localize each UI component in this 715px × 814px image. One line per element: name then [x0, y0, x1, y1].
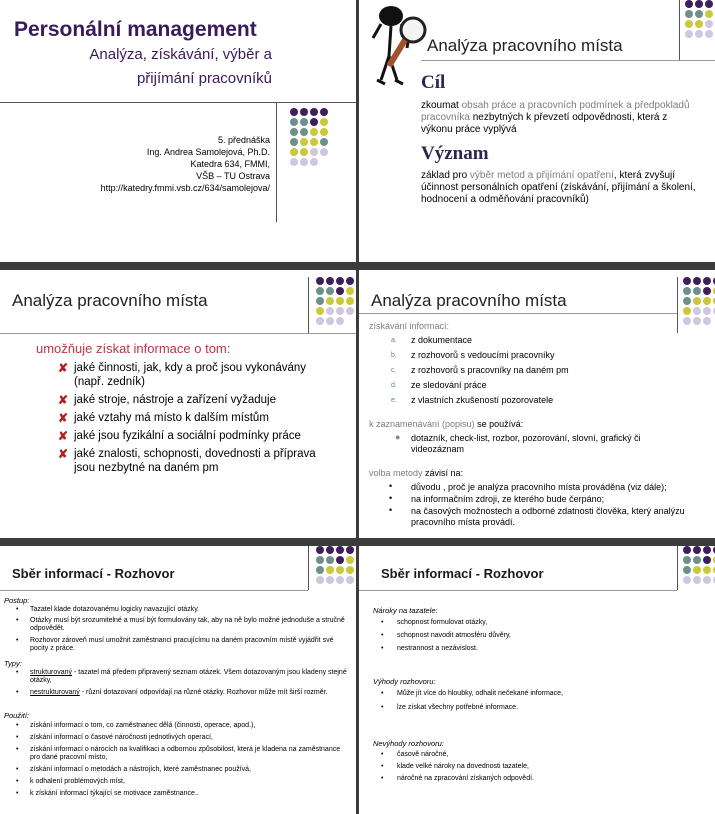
slide-heading: Analýza pracovního místa — [427, 36, 623, 55]
slide-analyza-informace — [0, 271, 356, 538]
list-item: nestrannost a nezávislost. — [397, 645, 478, 652]
list-item: náročné na zpracování získaných odpovědí. — [397, 775, 534, 782]
bullet-icon: • — [389, 493, 393, 503]
slide-subtitle-line1: Analýza, získávání, výběr a — [89, 46, 272, 63]
lecture-info — [101, 134, 270, 194]
list-item: Rozhovor zároveň musí umožnit zaměstnanci pracujícímu na daném pracovním místě vyjádřit své pocity z práce. — [30, 637, 334, 652]
list-item: ✘ jaké vztahy má místo k dalším místům — [58, 411, 269, 425]
department: Katedra 634, FMMI, — [190, 159, 270, 169]
info-list — [58, 361, 338, 479]
title-vertical-rule — [276, 102, 277, 222]
header-rule — [0, 333, 356, 334]
list-item: na časových možnostech a odborné zdatnosti člověka, který analýzu pracovního místa provádí. — [411, 506, 685, 527]
x-bullet-icon: ✘ — [58, 447, 69, 461]
list-item: ✘ jaké stroje, nástroje a zařízení vyžaduje — [58, 393, 276, 407]
list-letter: c. — [391, 367, 397, 374]
slide-rozhovor-naroky: Sběr informací - Rozhovor Nároky na tazatele: • schopnost formulovat otázky, • schopnost navodit atmosféru důvěry, • nestrannost a nezávislost. Výhody rozhovoru: • Může jít více do hloubky, odhalit nečekané informace, • lze získat všechny potřebné informace. Nevýhody rozhovoru: • časově náročné, • klade velké nároky na dovednosti tazatele, • náročné na zpracování získaných odpovědí. — [359, 546, 715, 814]
header-vertical-rule — [677, 277, 678, 333]
slide-title-heading: Personální management — [14, 18, 257, 41]
header-vertical-rule — [677, 546, 678, 590]
slide-rozhovor-postup: Sběr informací - Rozhovor Postup: • Tazatel klade dotazovanému logicky navazující otázky. • Otázky musí být srozumitelné a musí být formulovány tak, aby na ně bylo možné jednoduše a stručně odpovědět. • Rozhovor zároveň musí umožnit zaměstnanci pracujícímu na daném pracovním místě vyjádřit své pocity z práce. Typy: • strukturovaný - tazatel má předem připravený seznam otázek. Všem dotazovaným jsou kladeny stejné otázky, • nestrukturovaný - různí dotazovaní odpovídají na různé otázky. Rozhovor může mít širší rozměr. Použití: • získání informací o tom, co zaměstnanec dělá (činnosti, operace, apod.), • získání informací o časové náročnosti jednotlivých operací, • získání informací o nárocích na kvalifikaci a odbornou způsobilost, která je kladena na zaměstnance pro dané pracovní místo, • získání informací o metodách a nástrojích, které zaměstnanec používá, • k odhalení problémových míst, • k získání informací týkající se motivace zaměstnance.. — [0, 546, 356, 814]
bullet-icon: ● — [395, 432, 401, 442]
list-item: z vlastních zkušeností pozorovatele — [411, 395, 554, 405]
dot-pattern — [290, 108, 328, 166]
list-item: k odhalení problémových míst, — [30, 778, 125, 785]
list-item: k získání informací týkající se motivace zaměstnance.. — [30, 790, 199, 797]
list-item: nestrukturovaný - různí dotazovaní odpovídají na různé otázky. Rozhovor může mít širší rozměr. — [30, 689, 328, 696]
header-vertical-rule — [308, 546, 309, 590]
header-rule — [421, 60, 715, 61]
dot-pattern — [683, 546, 715, 584]
x-bullet-icon: ✘ — [58, 429, 69, 443]
list-item: ze sledování práce — [411, 380, 487, 390]
x-bullet-icon: ✘ — [58, 361, 69, 375]
dot-pattern — [685, 0, 715, 38]
list-letter: b. — [391, 352, 397, 359]
list-item: z rozhovorů s vedoucími pracovníky — [411, 350, 555, 360]
list-item: z rozhovorů s pracovníky na daném pm — [411, 365, 569, 375]
pouziti-label: Použití: — [4, 711, 30, 720]
list-item: získání informací o tom, co zaměstnanec dělá (činnosti, operace, apod.), — [30, 722, 256, 729]
dot-pattern — [316, 546, 354, 584]
section-ziskavani: získávání informací: — [369, 321, 450, 331]
slide-title — [0, 0, 356, 262]
list-item: důvodu , proč je analýza pracovního místa prováděna (viz dále); — [411, 482, 667, 492]
list-letter: d. — [391, 382, 397, 389]
list-letter: e. — [391, 397, 397, 404]
list-item: z dokumentace — [411, 335, 473, 345]
lead-text: umožňuje získat informace o tom: — [36, 341, 231, 356]
list-item: lze získat všechny potřebné informace. — [397, 704, 519, 711]
section-volba-metody: volba metody závisí na: — [369, 468, 464, 478]
header-vertical-rule — [679, 0, 680, 60]
list-item: Otázky musí být srozumitelné a musí být formulovány tak, aby na ně bylo možné jednoduše a stručně odpovědět. — [30, 617, 345, 632]
vyznam-text: základ pro výběr metod a přijímání opatření, která zvyšují účinnost personálních opatření (získávání, přijímání a školení, hodnocení a odměňování pracovníků) — [421, 170, 696, 205]
cil-heading: Cíl — [421, 72, 446, 93]
postup-label: Postup: — [4, 596, 30, 605]
list-item: ✘ jaké jsou fyzikální a sociální podmínky práce — [58, 429, 301, 443]
vyznam-heading: Význam — [421, 143, 489, 164]
list-item: Tazatel klade dotazovanému logicky navazující otázky. — [30, 606, 200, 613]
list-item: získání informací o metodách a nástrojích, které zaměstnanec používá, — [30, 766, 251, 773]
header-rule — [359, 590, 677, 591]
website-url: http://katedry.fmmi.vsb.cz/634/samolejova/ — [100, 183, 270, 193]
slide-subtitle-line2: přijímání pracovníků — [136, 70, 272, 87]
slide-heading: Sběr informací - Rozhovor — [12, 566, 175, 581]
typy-label: Typy: — [4, 659, 22, 668]
bullet-icon: • — [389, 481, 393, 491]
x-bullet-icon: ✘ — [58, 411, 69, 425]
section-zaznamenavani: k zaznamenávání (popisu) se používá: — [369, 419, 524, 429]
nevyhody-label: Nevýhody rozhovoru: — [373, 739, 444, 748]
list-item: ✘ jaké činnosti, jak, kdy a proč jsou vykonávány (např. zedník) — [58, 361, 307, 388]
naroky-label: Nároky na tazatele: — [373, 606, 438, 615]
x-bullet-icon: ✘ — [58, 393, 69, 407]
list-item: Může jít více do hloubky, odhalit nečekané informace, — [397, 690, 564, 697]
list-item: časově náročné, — [397, 751, 449, 758]
bullet-icon: • — [389, 505, 393, 515]
list-item: strukturovaný - tazatel má předem připravený seznam otázek. Všem dotazovaným jsou kladeny stejné otázky, — [30, 669, 347, 684]
header-vertical-rule — [308, 277, 309, 333]
list-item: schopnost navodit atmosféru důvěry, — [397, 632, 511, 639]
list-item: dotazník, check-list, rozbor, pozorování, slovní, grafický či videozáznam — [411, 433, 641, 454]
list-item: klade velké nároky na dovednosti tazatele, — [397, 763, 529, 770]
slide-analyza-cil — [359, 0, 715, 262]
dot-pattern — [316, 277, 354, 325]
list-item: ✘ jaké znalosti, schopnosti, dovednosti a příprava jsou nezbytné na daném pm — [58, 447, 316, 474]
lecturer-name: Ing. Andrea Samolejová, Ph.D. — [146, 147, 270, 157]
list-item: získání informací o časové náročnosti jednotlivých operací, — [30, 734, 213, 741]
slide-heading: Analýza pracovního místa — [371, 291, 567, 310]
slide-analyza-metody — [359, 271, 715, 538]
university: VŠB – TU Ostrava — [196, 171, 270, 181]
slide-heading: Sběr informací - Rozhovor — [381, 566, 544, 581]
lecture-number: 5. přednáška — [217, 135, 270, 145]
list-item: získání informací o nárocích na kvalifikaci a odbornou způsobilost, která je kladena na zaměstnance pro dané pracovní místo, — [30, 746, 341, 761]
list-letter: a. — [391, 337, 397, 344]
list-item: na informačním zdroji, ze kterého bude čerpáno; — [411, 494, 605, 504]
header-rule — [359, 313, 677, 314]
slide-heading: Analýza pracovního místa — [12, 291, 208, 310]
cil-text: zkoumat obsah práce a pracovních podmínek a předpokladů pracovníka nezbytných k převzetí odpovědnosti, která z výkonu práce vyplývá — [421, 100, 690, 135]
title-rule — [0, 102, 356, 103]
header-rule — [0, 590, 308, 591]
dot-pattern — [683, 277, 715, 325]
vyhody-label: Výhody rozhovoru: — [373, 677, 436, 686]
list-item: schopnost formulovat otázky, — [397, 619, 488, 626]
